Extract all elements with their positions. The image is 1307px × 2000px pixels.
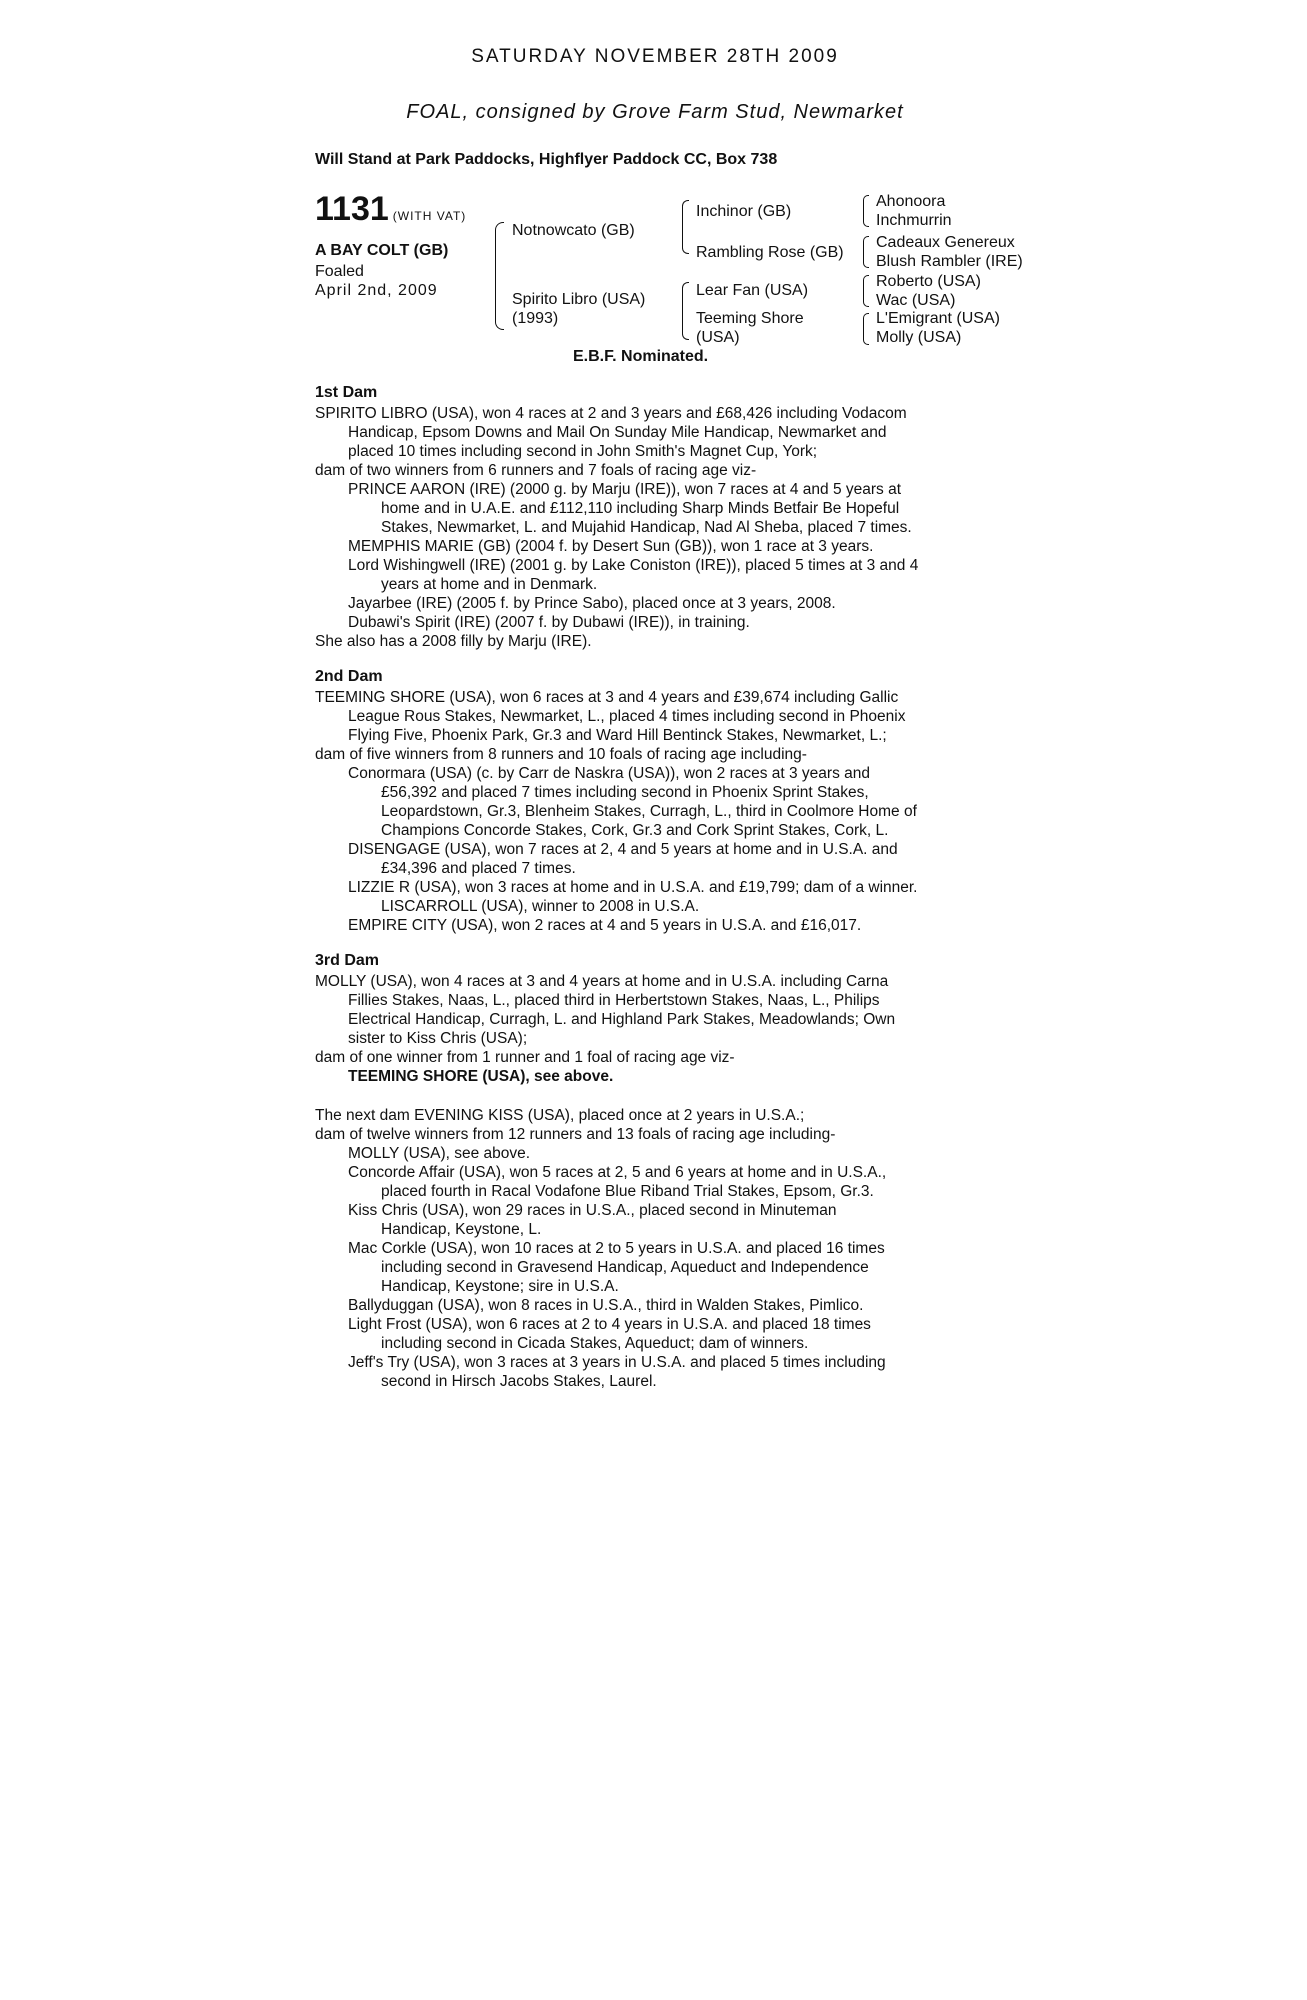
text-line: EMPIRE CITY (USA), won 2 races at 4 and 5 years in U.S.A. and £16,017. bbox=[348, 917, 862, 934]
text-line: LIZZIE R (USA), won 3 races at home and in U.S.A. and £19,799; dam of a winner. bbox=[348, 879, 918, 896]
text-line: £56,392 and placed 7 times including second in Phoenix Sprint Stakes, bbox=[381, 784, 869, 801]
pedigree-sire-dam: Rambling Rose (GB) bbox=[696, 244, 844, 261]
stand-location: Will Stand at Park Paddocks, Highflyer Paddock CC, Box 738 bbox=[315, 151, 778, 168]
lot-number-block bbox=[315, 190, 466, 229]
text-line: Champions Concorde Stakes, Cork, Gr.3 and Cork Sprint Stakes, Cork, L. bbox=[381, 822, 889, 839]
pedigree-dam-dam: Teeming Shore bbox=[696, 310, 804, 327]
text-line: Handicap, Keystone; sire in U.S.A. bbox=[381, 1278, 619, 1295]
text-line: sister to Kiss Chris (USA); bbox=[348, 1030, 528, 1047]
text-line: Ballyduggan (USA), won 8 races in U.S.A., third in Walden Stakes, Pimlico. bbox=[348, 1297, 864, 1314]
foaled-label: Foaled bbox=[315, 263, 364, 280]
text-line: League Rous Stakes, Newmarket, L., placed 4 times including second in Phoenix bbox=[348, 708, 906, 725]
text-line: £34,396 and placed 7 times. bbox=[381, 860, 576, 877]
lot-number: 1131 bbox=[315, 190, 389, 228]
text-line: placed 10 times including second in John Smith's Magnet Cup, York; bbox=[348, 443, 818, 460]
text-line: Kiss Chris (USA), won 29 races in U.S.A., placed second in Minuteman bbox=[348, 1202, 837, 1219]
text-line: Conormara (USA) (c. by Carr de Naskra (USA)), won 2 races at 3 years and bbox=[348, 765, 871, 782]
pedigree-dss: Roberto (USA) bbox=[876, 273, 981, 290]
pedigree-sds: Cadeaux Genereux bbox=[876, 234, 1015, 251]
text-line: SPIRITO LIBRO (USA), won 4 races at 2 and 3 years and £68,426 including Vodacom bbox=[315, 405, 907, 422]
pedigree-brace-sd bbox=[863, 236, 869, 268]
text-line: including second in Cicada Stakes, Aqueduct; dam of winners. bbox=[381, 1335, 809, 1352]
text-line: dam of two winners from 6 runners and 7 foals of racing age viz- bbox=[315, 462, 757, 479]
text-line: Fillies Stakes, Naas, L., placed third in Herbertstown Stakes, Naas, L., Philips bbox=[348, 992, 880, 1009]
text-line: MEMPHIS MARIE (GB) (2004 f. by Desert Sun (GB)), won 1 race at 3 years. bbox=[348, 538, 874, 555]
foaled-date: April 2nd, 2009 bbox=[315, 282, 438, 299]
pedigree-dsd: Wac (USA) bbox=[876, 292, 956, 309]
text-line: Handicap, Keystone, L. bbox=[381, 1221, 542, 1238]
pedigree-brace-ds bbox=[863, 275, 869, 307]
second-dam-heading: 2nd Dam bbox=[315, 668, 383, 685]
text-line: years at home and in Denmark. bbox=[381, 576, 598, 593]
text-line: Flying Five, Phoenix Park, Gr.3 and Ward Hill Bentinck Stakes, Newmarket, L.; bbox=[348, 727, 887, 744]
first-dam-text bbox=[315, 404, 995, 651]
pedigree-brace-dam bbox=[682, 282, 689, 340]
text-line: Jayarbee (IRE) (2005 f. by Prince Sabo), placed once at 3 years, 2008. bbox=[348, 595, 836, 612]
pedigree-brace-ss bbox=[863, 195, 869, 227]
text-line: placed fourth in Racal Vodafone Blue Riband Trial Stakes, Epsom, Gr.3. bbox=[381, 1183, 874, 1200]
text-line: Lord Wishingwell (IRE) (2001 g. by Lake Coniston (IRE)), placed 5 times at 3 and 4 bbox=[348, 557, 919, 574]
first-dam-heading: 1st Dam bbox=[315, 384, 378, 401]
text-line: Jeff's Try (USA), won 3 races at 3 years in U.S.A. and placed 5 times including bbox=[348, 1354, 886, 1371]
text-line: Concorde Affair (USA), won 5 races at 2, 5 and 6 years at home and in U.S.A., bbox=[348, 1164, 887, 1181]
text-line: dam of five winners from 8 runners and 10 foals of racing age including- bbox=[315, 746, 807, 763]
pedigree-brace-sire bbox=[682, 200, 689, 254]
text-line: Leopardstown, Gr.3, Blenheim Stakes, Curragh, L., third in Coolmore Home of bbox=[381, 803, 917, 820]
text-line: Light Frost (USA), won 6 races at 2 to 4 years in U.S.A. and placed 18 times bbox=[348, 1316, 871, 1333]
text-line: including second in Gravesend Handicap, Aqueduct and Independence bbox=[381, 1259, 869, 1276]
text-line: TEEMING SHORE (USA), see above. bbox=[348, 1068, 614, 1085]
second-dam-text bbox=[315, 688, 995, 935]
text-line: Electrical Handicap, Curragh, L. and Highland Park Stakes, Meadowlands; Own bbox=[348, 1011, 896, 1028]
third-dam-heading: 3rd Dam bbox=[315, 952, 380, 969]
pedigree-dam-year: (1993) bbox=[512, 310, 559, 327]
pedigree-ssd: Inchmurrin bbox=[876, 212, 952, 229]
pedigree-brace-main bbox=[495, 222, 504, 330]
text-line: dam of one winner from 1 runner and 1 foal of racing age viz- bbox=[315, 1049, 735, 1066]
lot-title: A BAY COLT (GB) bbox=[315, 242, 449, 259]
text-line: MOLLY (USA), see above. bbox=[348, 1145, 531, 1162]
ebf-nominated: E.B.F. Nominated. bbox=[573, 348, 709, 365]
consignor-line: FOAL, consigned by Grove Farm Stud, Newmarket bbox=[406, 101, 904, 123]
text-line: TEEMING SHORE (USA), won 6 races at 3 and 4 years and £39,674 including Gallic bbox=[315, 689, 899, 706]
pedigree-sire: Notnowcato (GB) bbox=[512, 222, 635, 239]
pedigree-sss: Ahonoora bbox=[876, 193, 946, 210]
text-line: DISENGAGE (USA), won 7 races at 2, 4 and 5 years at home and in U.S.A. and bbox=[348, 841, 898, 858]
pedigree-sdd: Blush Rambler (IRE) bbox=[876, 253, 1023, 270]
text-line: The next dam EVENING KISS (USA), placed once at 2 years in U.S.A.; bbox=[315, 1107, 805, 1124]
text-line: Dubawi's Spirit (IRE) (2007 f. by Dubawi (IRE)), in training. bbox=[348, 614, 750, 631]
pedigree-dam: Spirito Libro (USA) bbox=[512, 291, 646, 308]
text-line: dam of twelve winners from 12 runners and 13 foals of racing age including- bbox=[315, 1126, 836, 1143]
text-line: Handicap, Epsom Downs and Mail On Sunday Mile Handicap, Newmarket and bbox=[348, 424, 887, 441]
pedigree-ddd: Molly (USA) bbox=[876, 329, 962, 346]
text-line: second in Hirsch Jacobs Stakes, Laurel. bbox=[381, 1373, 657, 1390]
third-dam-text bbox=[315, 972, 995, 1086]
text-line: Mac Corkle (USA), won 10 races at 2 to 5 years in U.S.A. and placed 16 times bbox=[348, 1240, 885, 1257]
text-line: LISCARROLL (USA), winner to 2008 in U.S.A. bbox=[381, 898, 700, 915]
sale-date: SATURDAY NOVEMBER 28TH 2009 bbox=[471, 46, 839, 67]
pedigree-sire-sire: Inchinor (GB) bbox=[696, 203, 792, 220]
pedigree-dam-sire: Lear Fan (USA) bbox=[696, 282, 809, 299]
vat-note: (WITH VAT) bbox=[392, 209, 467, 223]
text-line: PRINCE AARON (IRE) (2000 g. by Marju (IRE)), won 7 races at 4 and 5 years at bbox=[348, 481, 902, 498]
pedigree-dam-dam-country: (USA) bbox=[696, 329, 740, 346]
pedigree-brace-dd bbox=[863, 313, 869, 345]
text-line: MOLLY (USA), won 4 races at 3 and 4 years at home and in U.S.A. including Carna bbox=[315, 973, 889, 990]
text-line: home and in U.A.E. and £112,110 including Sharp Minds Betfair Be Hopeful bbox=[381, 500, 900, 517]
text-line: She also has a 2008 filly by Marju (IRE). bbox=[315, 633, 592, 650]
pedigree-dds: L'Emigrant (USA) bbox=[876, 310, 1000, 327]
text-line: Stakes, Newmarket, L. and Mujahid Handicap, Nad Al Sheba, placed 7 times. bbox=[381, 519, 912, 536]
next-dam-text bbox=[315, 1106, 995, 1391]
